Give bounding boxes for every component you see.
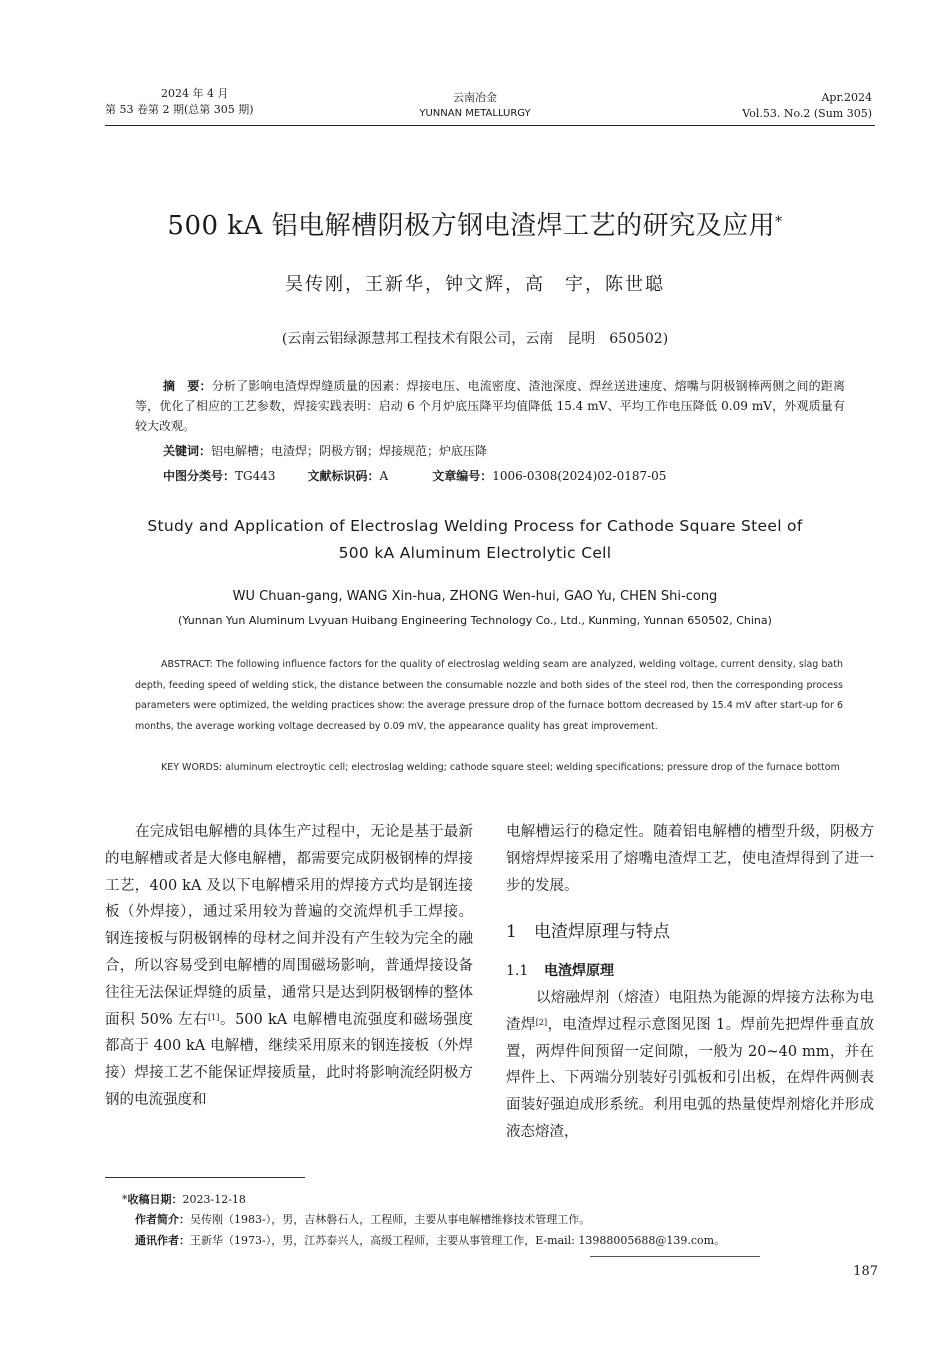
intro-paragraph: 在完成铝电解槽的具体生产过程中，无论是基于最新的电解槽或者是大修电解槽，都需要完成阴极钢棒的焊接工艺，400 kA 及以下电解槽采用的焊接方式均是钢连接板（外焊接），通过采用较为普遍的交流焊机手工焊接。钢连接板与阴极钢棒的母材之间并没有产生较为完全的融合，所以容易受到电解槽的周围磁场影响，普通焊接设备往往无法保证焊缝的质量，通常只是达到阴极钢棒的整体面积 50% 左右 [105, 824, 473, 1028]
received-mark: * [122, 1193, 128, 1206]
section-1-title: 电渣焊原理与特点 [534, 922, 670, 942]
footnote-rule-2 [590, 1256, 760, 1257]
citation-2: [2] [535, 1017, 548, 1027]
affiliation: (云南云铝绿源慧邦工程技术有限公司，云南 昆明 650502) [281, 331, 669, 347]
journal-date-issue-en [640, 90, 872, 122]
section-1-1-heading [506, 960, 874, 980]
article-no-value: 1006-0308(2024)02-0187-05 [492, 469, 667, 483]
clc-value: TG443 [235, 469, 276, 483]
doc-code-value: A [379, 469, 389, 483]
principle-text-a: 以熔融焊剂（熔渣）电阻热为能源的焊接方法称为电渣焊 [506, 990, 874, 1033]
header-date: 2024 年 4 月 [161, 87, 229, 100]
english-keywords-text: aluminum electroytic cell; electroslag welding; cathode square steel; welding specifications; pressure drop of the furnace bottom [225, 762, 840, 773]
journal-name [400, 90, 550, 122]
keywords-label: 关键词： [163, 444, 212, 458]
english-abstract [135, 655, 843, 738]
header-journal-zh: 云南冶金 [453, 91, 497, 104]
classification-line [163, 467, 853, 485]
footnote-received [122, 1190, 882, 1210]
header-volume-en: Vol.53. No.2 (Sum 305) [742, 107, 872, 120]
intro-paragraph-tail: 。500 kA 电解槽电流强度和磁场强度都高于 400 kA 电解槽，继续采用原来的钢连接板（外焊接）焊接工艺不能保证焊接质量，此时将影响流经阴极方钢的电流强度和 [105, 1011, 473, 1108]
corresponding-info: 王新华（1973-），男，江苏泰兴人，高级工程师，主要从事管理工作，E-mail: 13988005688@139.com。 [190, 1234, 726, 1247]
english-title-line1: Study and Application of Electroslag Welding Process for Cathode Square Steel of [147, 517, 803, 535]
english-title [40, 513, 910, 567]
english-title-line2: 500 kA Aluminum Electrolytic Cell [338, 544, 612, 562]
received-label: 收稿日期： [127, 1193, 183, 1206]
header-rule [105, 125, 875, 126]
principle-text-b: ，电渣焊过程示意图见图 1。焊前先把焊件垂直放置，两焊件间预留一定间隙，一般为 20~40 mm，并在焊件上、下两端分别装好引弧板和引出板，在焊件两侧表面装好强迫成形系统。利用电弧的热量使焊剂熔化并形成液态熔渣， [506, 1016, 874, 1140]
article-no-label: 文章编号： [432, 469, 493, 483]
body-left-column [105, 819, 473, 1114]
footnote-corresponding [135, 1231, 895, 1251]
principle-paragraph [506, 985, 874, 1146]
section-1-number: 1 [506, 922, 517, 942]
section-1-1-number: 1.1 [506, 963, 529, 979]
journal-date-issue [105, 86, 345, 118]
title-footnote-mark: * [775, 214, 783, 230]
corresponding-label: 通讯作者： [135, 1234, 190, 1247]
author-bio-label: 作者简介： [135, 1213, 190, 1226]
section-1-1-title: 电渣焊原理 [544, 963, 614, 979]
english-abstract-text: The following influence factors for the quality of electroslag welding seam are analyzed, welding voltage, current density, slag bath depth, feeding speed of welding stick, the distance between the consumable nozzle and both sides of the steel rod, then the corresponding process parameters were optimized, the welding practices show: the average pressure drop of the furnace bottom decreased by 15.4 mV after start-up for 6 months, the average working voltage decreased by 0.09 mV, the appearance quality has great improvement. [135, 659, 843, 733]
footnote-author [135, 1210, 895, 1230]
english-authors: WU Chuan-gang, WANG Xin-hua, ZHONG Wen-hui, GAO Yu, CHEN Shi-cong [232, 589, 718, 604]
paper-title [40, 206, 910, 246]
citation-1: [1] [208, 1012, 220, 1022]
body-right-continuation: 电解槽运行的稳定性。随着铝电解槽的槽型升级，阴极方钢熔焊焊接采用了熔嘴电渣焊工艺，使电渣焊得到了进一步的发展。 [506, 824, 874, 894]
doc-code-label: 文献标识码： [307, 469, 380, 483]
abstract-text: 分析了影响电渣焊焊缝质量的因素：焊接电压、电流密度、渣池深度、焊丝送进速度、熔嘴与阴极钢棒两侧之间的距离等，优化了相应的工艺参数，焊接实践表明：启动 6 个月炉底压降平均值降低 15.4 mV、平均工作电压降低 0.09 mV，外观质量有较大改观。 [135, 379, 845, 433]
footnote-rule [105, 1177, 305, 1178]
english-keywords-label: KEY WORDS: [161, 762, 223, 773]
author-list: 吴传刚，王新华，钟文辉，高 宇，陈世聪 [285, 274, 665, 295]
clc-label: 中图分类号： [163, 469, 236, 483]
english-affiliation: (Yunnan Yun Aluminum Lvyuan Huibang Engineering Technology Co., Ltd., Kunming, Yunnan 650502, China) [178, 614, 772, 627]
english-abstract-label: ABSTRACT: [161, 659, 213, 670]
keywords-zh [163, 442, 853, 460]
section-1-heading [506, 917, 874, 942]
page-number: 187 [853, 1264, 878, 1279]
keywords-text: 铝电解槽；电渣焊；阴极方钢；焊接规范；炉底压降 [211, 444, 488, 458]
header-journal-en: YUNNAN METALLURGY [419, 108, 531, 119]
paper-title-text: 500 kA 铝电解槽阴极方钢电渣焊工艺的研究及应用 [167, 211, 776, 241]
header-date-en: Apr.2024 [821, 91, 872, 104]
header-volume: 第 53 卷第 2 期(总第 305 期) [105, 103, 254, 116]
english-keywords [135, 758, 843, 779]
abstract-label: 摘 要： [163, 379, 212, 393]
author-bio: 吴传刚（1983-），男，吉林磐石人，工程师，主要从事电解槽维修技术管理工作。 [190, 1213, 591, 1226]
abstract-zh [135, 376, 845, 436]
received-date: 2023-12-18 [182, 1193, 246, 1206]
